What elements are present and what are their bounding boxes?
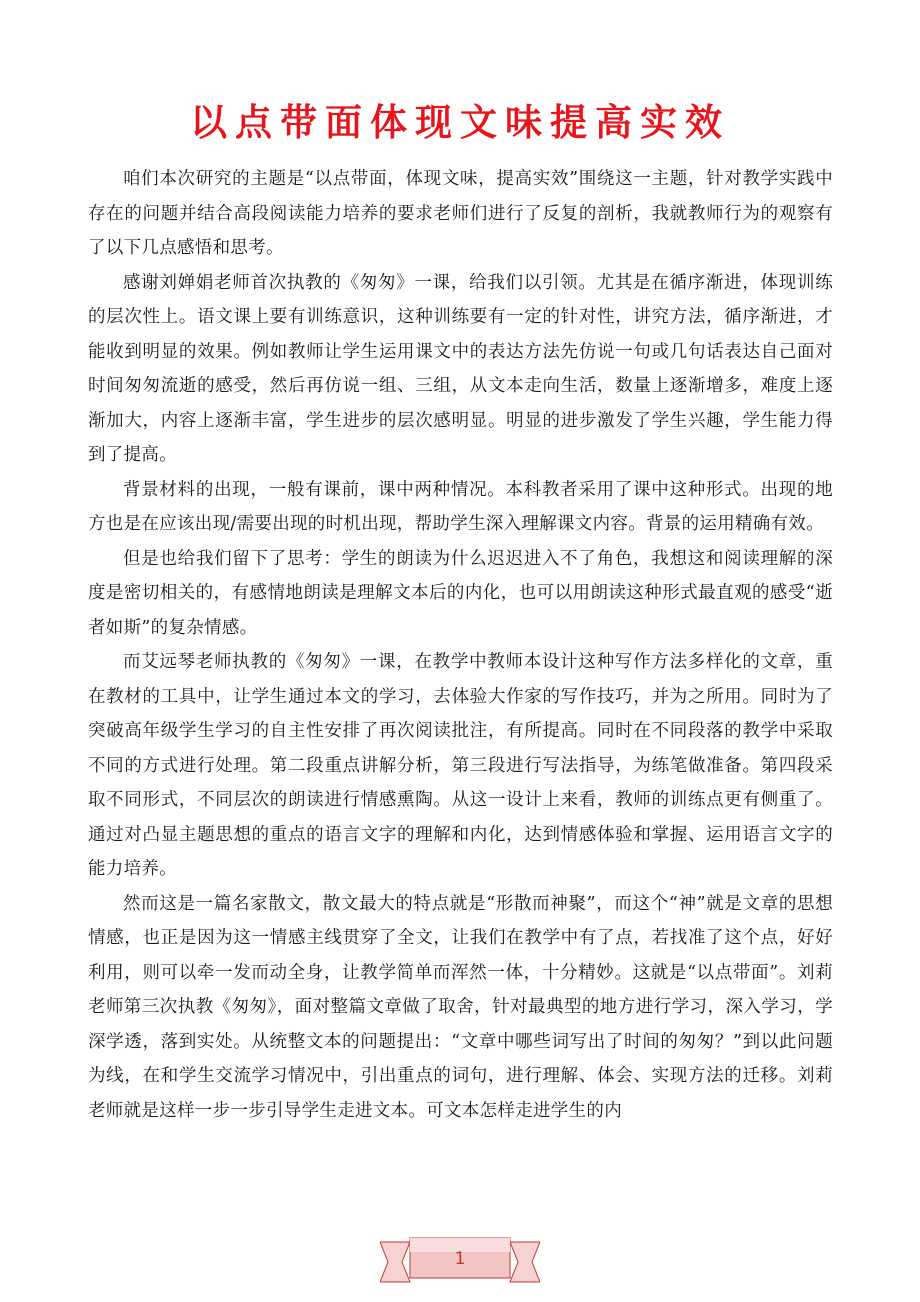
document-title: 以点带面体现文味提高实效	[190, 101, 730, 144]
paragraph-4: 但是也给我们留下了思考：学生的朗读为什么迟迟进入不了角色，我想这和阅读理解的深度是密切相关的，有感情地朗读是理解文本后的内化，也可以用朗读这种形式最直观的感受“逝者如斯”的复杂情感。	[88, 548, 833, 638]
paragraph-2: 感谢刘婵娟老师首次执教的《匆匆》一课，给我们以引领。尤其是在循序渐进，体现训练的层次性上。语文课上要有训练意识，这种训练要有一定的针对性，讲究方法，循序渐进，才能收到明显的效果。例如教师让学生运用课文中的表达方法先仿说一句或几句话表达自己面对时间匆匆流逝的感受，然后再仿说一组、三组，从文本走向生活，数量上逐渐增多，难度上逐渐加大，内容上逐渐丰富，学生进步的层次感明显。明显的进步激发了学生兴趣，学生能力得到了提高。	[88, 272, 833, 465]
paragraph-6: 然而这是一篇名家散文，散文最大的特点就是“形散而神聚”，而这个“神”就是文章的思想情感，也正是因为这一情感主线贯穿了全文，让我们在教学中有了点，若找准了这个点，好好利用，则可以牵一发而动全身，让教学简单而浑然一体，十分精妙。这就是“以点带面”。刘莉老师第三次执教《匆匆》，面对整篇文章做了取舍，针对最典型的地方进行学习，深入学习，学深学透，落到实处。从统整文本的问题提出：“文章中哪些词写出了时间的匆匆？”到以此问题为线，在和学生交流学习情况中，引出重点的词句，进行理解、体会、实现方法的迁移。刘莉老师就是这样一步一步引导学生走进文本。可文本怎样走进学生的内	[88, 893, 833, 1121]
paragraph-1: 咱们本次研究的主题是“以点带面，体现文味，提高实效”围绕这一主题，针对教学实践中存在的问题并结合高段阅读能力培养的要求老师们进行了反复的剖析，我就教师行为的观察有了以下几点感悟和思考。	[88, 169, 833, 258]
paragraph-5: 而艾远琴老师执教的《匆匆》一课，在教学中教师本设计这种写作方法多样化的文章，重在教材的工具中，让学生通过本文的学习，去体验大作家的写作技巧，并为之所用。同时为了突破高年级学生学习的自主性安排了再次阅读批注，有所提高。同时在不同段落的教学中采取不同的方式进行处理。第二段重点讲解分析，第三段进行写法指导，为练笔做准备。第四段采取不同形式，不同层次的朗读进行情感熏陶。从这一设计上来看，教师的训练点更有侧重了。通过对凸显主题思想的重点的语言文字的理解和内化，达到情感体验和掌握、运用语言文字的能力培养。	[88, 652, 833, 879]
document-body	[88, 162, 833, 1128]
paragraph-3: 背景材料的出现，一般有课前，课中两种情况。本科教者采用了课中这种形式。出现的地方也是在应该出现/需要出现的时机出现，帮助学生深入理解课文内容。背景的运用精确有效。	[88, 479, 833, 534]
page-number: 1	[454, 1249, 466, 1269]
page-footer	[380, 1234, 540, 1286]
